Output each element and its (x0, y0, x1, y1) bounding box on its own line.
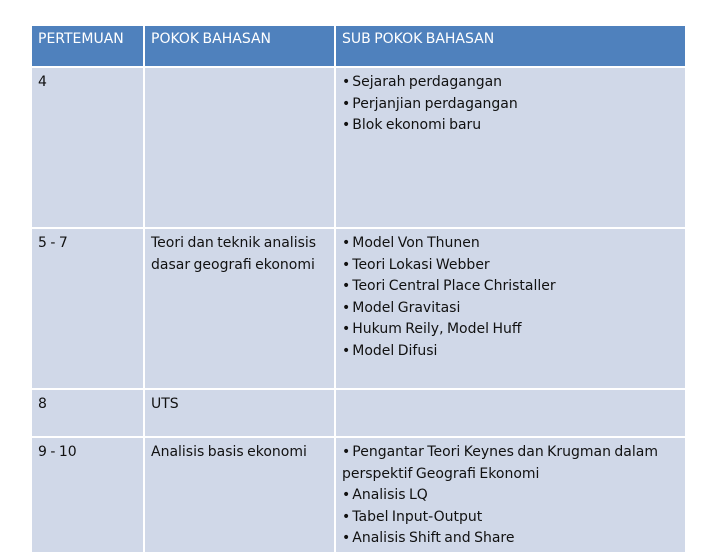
table-row (31, 437, 686, 553)
header-topic: POKOK BAHASAN (144, 25, 335, 67)
subtopic-item: • Model Difusi (342, 341, 679, 363)
subtopic-item: • Perjanjian perdagangan (342, 94, 679, 116)
subtopic-list (342, 233, 679, 363)
subtopic-cell (335, 437, 686, 553)
subtopic-item: • Pengantar Teori Keynes dan Krugman dalam perspektif Geografi Ekonomi (342, 442, 679, 485)
subtopic-item: • Tabel Input-Output (342, 507, 679, 529)
subtopic-item: • Analisis Shift and Share (342, 528, 679, 550)
table-row (31, 67, 686, 228)
subtopic-list (342, 442, 679, 550)
subtopic-item: • Model Von Thunen (342, 233, 679, 255)
subtopic-item: • Model Gravitasi (342, 298, 679, 320)
subtopic-cell (335, 67, 686, 228)
topic-cell: Teori dan teknik analisis dasar geografi ekonomi (144, 228, 335, 389)
topic-cell (144, 67, 335, 228)
subtopic-item: • Teori Central Place Christaller (342, 276, 679, 298)
meeting-cell: 5 - 7 (31, 228, 144, 389)
syllabus-table (30, 24, 687, 554)
subtopic-item: • Blok ekonomi baru (342, 115, 679, 137)
topic-cell: UTS (144, 389, 335, 437)
subtopic-item: • Teori Lokasi Webber (342, 255, 679, 277)
subtopic-list (342, 72, 679, 137)
subtopic-item: • Analisis LQ (342, 485, 679, 507)
topic-cell: Analisis basis ekonomi (144, 437, 335, 553)
subtopic-cell (335, 228, 686, 389)
table-row (31, 228, 686, 389)
table-row (31, 389, 686, 437)
subtopic-item: • Hukum Reily, Model Huff (342, 319, 679, 341)
header-meeting: PERTEMUAN (31, 25, 144, 67)
meeting-cell: 4 (31, 67, 144, 228)
header-subtopic: SUB POKOK BAHASAN (335, 25, 686, 67)
meeting-cell: 8 (31, 389, 144, 437)
subtopic-cell (335, 389, 686, 437)
meeting-cell: 9 - 10 (31, 437, 144, 553)
table-header-row (31, 25, 686, 67)
subtopic-item: • Sejarah perdagangan (342, 72, 679, 94)
